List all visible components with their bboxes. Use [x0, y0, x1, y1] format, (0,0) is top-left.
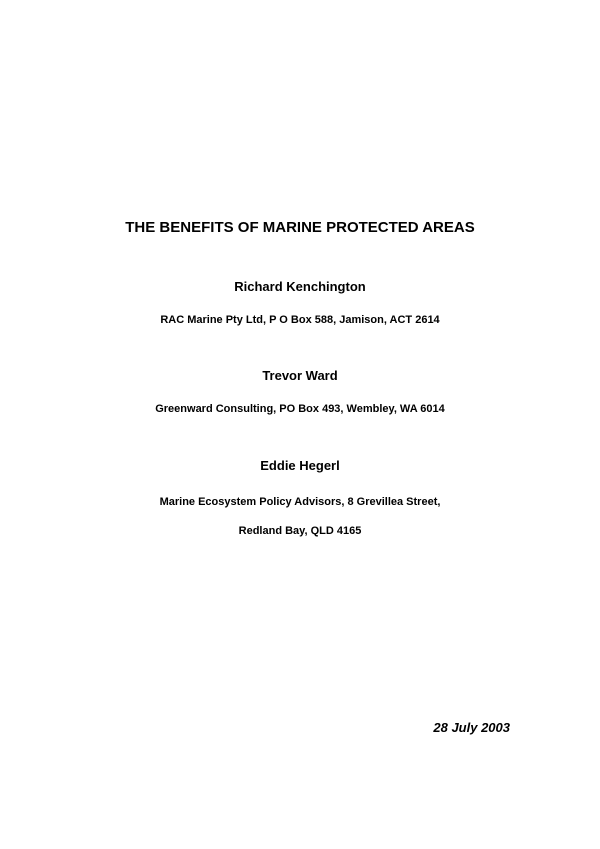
author-affiliation: Redland Bay, QLD 4165 — [238, 525, 362, 537]
document-title: THE BENEFITS OF MARINE PROTECTED AREAS — [125, 219, 475, 236]
author-name: Trevor Ward — [262, 368, 338, 383]
author-affiliation: RAC Marine Pty Ltd, P O Box 588, Jamison, ACT 2614 — [160, 314, 440, 326]
author-affiliation: Greenward Consulting, PO Box 493, Wembley, WA 6014 — [155, 403, 445, 415]
author-name: Richard Kenchington — [234, 279, 366, 294]
author-name: Eddie Hegerl — [260, 458, 340, 473]
document-date: 28 July 2003 — [433, 720, 510, 735]
author-affiliation: Marine Ecosystem Policy Advisors, 8 Grevillea Street, — [159, 496, 441, 508]
